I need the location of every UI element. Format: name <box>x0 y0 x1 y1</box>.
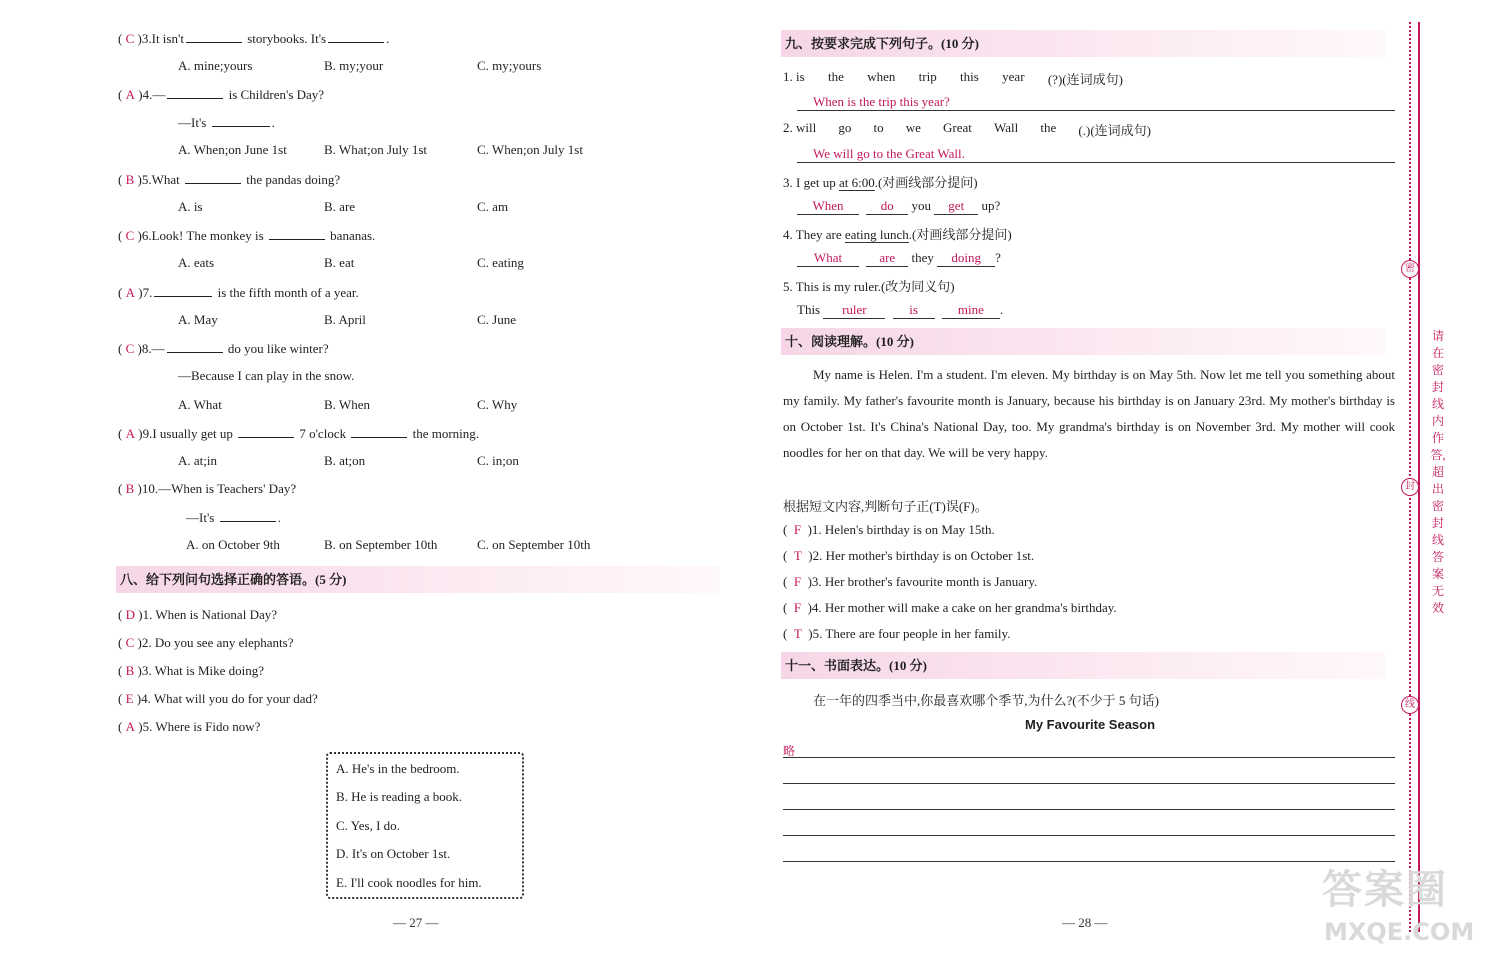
sentence-5-answer: This ruler is mine . <box>797 302 1004 317</box>
sentence-1-words: 1. is the when trip this year (?)(连词成句) <box>783 69 1123 87</box>
question-8-line2: —Because I can play in the snow. <box>178 368 355 383</box>
section-8-title: 八、给下列问句选择正确的答语。(5 分) <box>116 566 720 593</box>
writing-line-5 <box>783 861 1395 862</box>
option-a: A. mine;yours <box>178 58 253 73</box>
page-number-left: — 27 — <box>393 915 439 930</box>
box-option-b: B. He is reading a book. <box>336 789 463 804</box>
sentence-2-words: 2. will go to we Great Wall the (.)(连词成句) <box>783 120 1151 138</box>
answer-q3: C <box>125 31 135 46</box>
option-b: B. April <box>324 312 366 327</box>
judge-item-1: ( F )1. Helen's birthday is on May 15th. <box>783 522 995 537</box>
question-10: ( B )10.—When is Teachers' Day? <box>118 481 297 496</box>
option-b: B. at;on <box>324 453 366 468</box>
answer-sentence-2: We will go to the Great Wall. <box>813 146 965 161</box>
writing-prompt: 在一年的四季当中,你最喜欢哪个季节,为什么?(不少于 5 句话) <box>813 693 1159 708</box>
seal-notice: 请在密封线内作答,超出密封线答案无效 <box>1430 329 1446 615</box>
judge-item-4: ( F )4. Her mother will make a cake on her grandma's birthday. <box>783 600 1117 615</box>
match-item-5: ( A )5. Where is Fido now? <box>118 719 261 734</box>
seal-mark-2: 封 <box>1401 478 1419 496</box>
sentence-5: 5. This is my ruler.(改为同义句) <box>783 279 955 294</box>
option-a: A. What <box>178 397 222 412</box>
option-b: B. What;on July 1st <box>324 142 428 157</box>
sentence-3-answer: When do you get up? <box>797 198 1000 215</box>
essay-answer: 略 <box>783 744 796 758</box>
match-item-3: ( B )3. What is Mike doing? <box>118 663 265 678</box>
option-c: C. Why <box>477 397 518 412</box>
reading-passage: My name is Helen. I'm a student. I'm eleven. My birthday is on May 5th. Now let me tell you something about my family. My father's favourite month is January, because his birthday is on January 23rd. My mother's birthday is on October 1st. It's China's National Day, too. My grandma's birthday is on November 3rd. My mother will cook noodles for her on that day. We will be very happy. <box>783 367 1395 460</box>
option-c: C. on September 10th <box>477 537 591 552</box>
writing-line-1 <box>783 757 1395 758</box>
writing-line-2 <box>783 783 1395 784</box>
writing-line-3 <box>783 809 1395 810</box>
option-a: A. When;on June 1st <box>178 142 287 157</box>
seal-mark-1: 密 <box>1401 260 1419 278</box>
option-c: C. eating <box>477 255 524 270</box>
match-item-4: ( E )4. What will you do for your dad? <box>118 691 318 706</box>
option-c: C. am <box>477 199 509 214</box>
answer-q10: B <box>125 481 135 496</box>
box-option-e: E. I'll cook noodles for him. <box>336 875 482 890</box>
answer-q7: A <box>125 285 135 300</box>
question-10-line2: —It's . <box>186 510 281 525</box>
box-option-d: D. It's on October 1st. <box>336 846 451 861</box>
box-option-a: A. He's in the bedroom. <box>336 761 460 776</box>
answer-sentence-1: When is the trip this year? <box>813 94 950 109</box>
answer-options-box <box>326 752 524 899</box>
question-9: ( A )9.I usually get up 7 o'clock the morning. <box>118 426 480 441</box>
answer-q5: B <box>125 172 135 187</box>
sentence-4: 4. They are eating lunch.(对画线部分提问) <box>783 227 1012 242</box>
option-b: B. are <box>324 199 356 214</box>
writing-line-4 <box>783 835 1395 836</box>
seal-mark-3: 线 <box>1401 696 1419 714</box>
match-item-2: ( C )2. Do you see any elephants? <box>118 635 294 650</box>
question-7: ( A )7. is the fifth month of a year. <box>118 285 359 300</box>
page-number-right: — 28 — <box>1062 915 1108 930</box>
watermark-url: MXQE.COM <box>1324 918 1475 946</box>
option-b: B. eat <box>324 255 355 270</box>
option-a: A. at;in <box>178 453 217 468</box>
match-item-1: ( D )1. When is National Day? <box>118 607 277 622</box>
option-c: C. in;on <box>477 453 519 468</box>
option-a: A. is <box>178 199 203 214</box>
section-11-title: 十一、书面表达。(10 分) <box>781 652 1385 679</box>
option-b: B. When <box>324 397 370 412</box>
box-option-c: C. Yes, I do. <box>336 818 400 833</box>
question-6: ( C )6.Look! The monkey is bananas. <box>118 228 376 243</box>
option-a: A. May <box>178 312 218 327</box>
answer-q6: C <box>125 228 135 243</box>
judge-item-2: ( T )2. Her mother's birthday is on October 1st. <box>783 548 1035 563</box>
watermark-logo: 答案圈 <box>1322 867 1448 913</box>
option-a: A. on October 9th <box>186 537 280 552</box>
seal-dotted-line <box>1409 22 1411 932</box>
section-9-title: 九、按要求完成下列句子。(10 分) <box>781 30 1385 57</box>
option-c: C. my;yours <box>477 58 542 73</box>
judge-instructions: 根据短文内容,判断句子正(T)误(F)。 <box>783 499 988 514</box>
answer-q4: A <box>125 87 135 102</box>
seal-solid-line <box>1418 22 1420 932</box>
option-b: B. my;your <box>324 58 384 73</box>
option-b: B. on September 10th <box>324 537 438 552</box>
judge-item-5: ( T )5. There are four people in her family. <box>783 626 1011 641</box>
question-8: ( C )8.— do you like winter? <box>118 341 329 356</box>
answer-q9: A <box>125 426 135 441</box>
essay-title: My Favourite Season <box>1025 717 1156 732</box>
question-4: ( A )4.— is Children's Day? <box>118 87 325 102</box>
option-a: A. eats <box>178 255 215 270</box>
section-10-title: 十、阅读理解。(10 分) <box>781 328 1385 355</box>
option-c: C. When;on July 1st <box>477 142 583 157</box>
sentence-4-answer: What are they doing ? <box>797 250 1001 267</box>
option-c: C. June <box>477 312 516 327</box>
answer-q8: C <box>125 341 135 356</box>
question-5: ( B )5.What the pandas doing? <box>118 172 341 187</box>
question-3: ( C )3.It isn't storybooks. It's . <box>118 31 390 46</box>
question-4-line2: —It's . <box>178 115 275 130</box>
sentence-3: 3. I get up at 6:00.(对画线部分提问) <box>783 175 978 190</box>
judge-item-3: ( F )3. Her brother's favourite month is January. <box>783 574 1038 589</box>
